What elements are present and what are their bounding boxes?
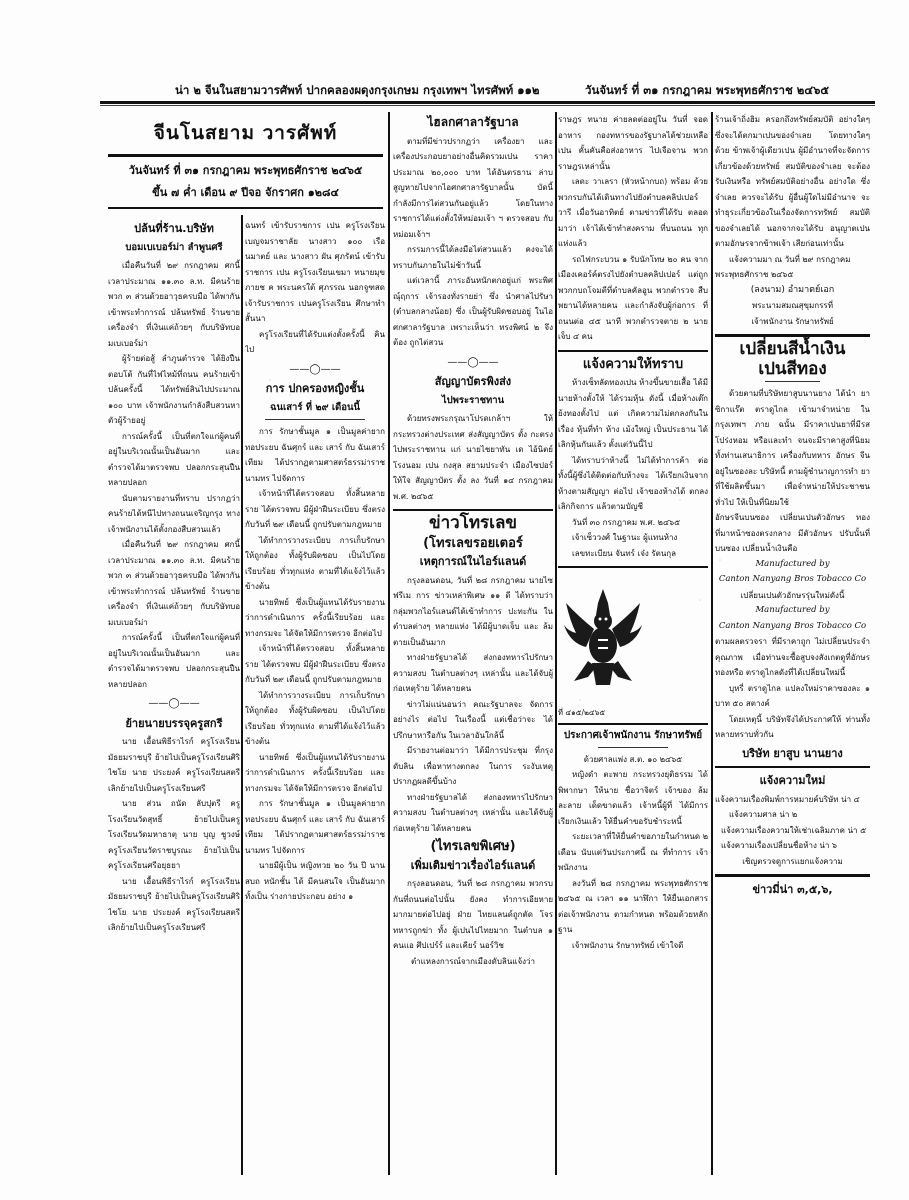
paragraph: เมื่อคืนวันที่ ๒๙ กรกฎาคม ศกนี้ เวลาประมาณ ๑๑.๓๐ ล.ท. มีคนร้ายพวก ๓ ส่วนด้วยอาวุธครบมือ ได้พากันเข้าพระทำการณ์ ปล้นทรัพย์ ร้านขายเครื่องจำ ที่เงินแค่ถ้วยๆ กับบริษัทบอมเบเบอร์ม่า	[108, 540, 240, 627]
paragraph: เจ้าเซ็ววงศ์ ในฐานะ ผู้แทนห้าง	[572, 533, 678, 542]
column-rule	[711, 112, 713, 1175]
ad-heading-line2: เปนสีทอง	[758, 358, 827, 379]
paragraph: วันที่ ๓๐ กรกฎาคม พ.ศ. ๒๔๖๕	[572, 517, 681, 527]
divider	[108, 207, 383, 209]
divider	[715, 766, 870, 768]
paragraph: เมื่อคืนวันที่ ๒๙ กรกฎาคม ศกนี้ เวลาประมาณ ๑๑.๓๐ ล.ท. มีคนร้ายพวก ๓ ส่วนด้วยอาวุธครบมือ ได้พากันเข้าพระทำการณ์ ปล้นทรัพย์ ร้านขายเครื่องจำ ที่เงินแค่ถ้วยๆ กับบริษัทบอมเบเบอร์ม่า	[108, 261, 240, 348]
paragraph: นาย เอื้อนพิธีราไรก์ ครูโรงเรียนมัธยมราชบุรี ย้ายไปเป็นครูโรงเรียนศิริ ไชโย นาย ประยงค์ ครูโรงเรียนสตรี เลิกย้ายไปเป็นครูโรงเรียนศรี	[108, 737, 240, 793]
ornament-divider: ——◯——	[148, 698, 200, 709]
signature: (ลงนาม) อำมาตย์เอก	[750, 284, 835, 295]
paragraph: นายทิพย์ ซึ่งเป็นผู้แทนได้รับรายงาน ว่าการดำเนินการ ครั้งนี้เรียบร้อย และ ทางกรมจะ ได้จัดให้มีการตรวจ อีกต่อไป	[245, 597, 385, 638]
column-3	[393, 112, 553, 1172]
divider	[108, 154, 383, 157]
paragraph: หญิงดำ ตะพาย กระทรวงยุติธรรม ได้พิพากษา ให้นาย ชื่อวาจิตร์ เจ้าของ ล้มละลาย เด็ดขาดแล้ว เจ้าหนี้ผู้ที่ ได้มีการเรียกเงินแล้ว ให้ยื่นคำขอรับชำระหนี้	[558, 770, 708, 826]
paragraph: ราษฎร ทนาย ค่ายลดต่ออยู่ใน วันที่ จอด อาหาร กองทหารของรัฐบาลได้ช่วยเหลือ เปน คั้นคันคือส่งอาหาร ไปเจือจาน พวก ราษฎรเหล่านั้น	[558, 115, 708, 171]
column-rule	[388, 112, 390, 1175]
notice-era: พระพุทธศักราช ๒๔๖๕	[715, 270, 794, 279]
divider	[558, 566, 708, 568]
column-4	[558, 112, 708, 1172]
paragraph: กรุงลอนดอน, วันที่ ๒๘ กรกฎาคม นายไซฟรีเม การ ข่าวเหล่าพิเศษ ๑๑ ดี ได้ทราบว่า กลุ่มพวกไอร์แลนด์ได้เข้าทำการ ปะทะกัน ในตำบลต่างๆ หลายแห่ง ได้มีผู้บาดเจ็บ และ ล้มตายเป็นอันมาก	[393, 575, 553, 647]
paragraph: บุหรี่ ตราดูไกล แปลงใหม่ราคาซองละ ๑ บาท ๕๐ สตางค์	[715, 683, 870, 708]
paragraph: ห้างเซ็ทลัดทองเปน ห้างขึ้นขายเสื้อ ได้มีนายห้างตั้งให้ ได้รวมหุ้น ดังนี้ เมื่อห้างเต๊กย้งทองตั้งไป แต่ เกิดความไม่ตกลงกันในเรื่อง หุ้นที่ทำ ห้าง เม้งใหญ่ เป็นประธาน ได้เลิกหุ้นกันแล้ว ตั้งแต่วันนี้ไป	[558, 378, 708, 449]
index-item: แจ้งความเรื่องพิมพ์การหมายค์บริษัท น่า ๔	[715, 794, 860, 804]
masthead-title: จีนโนสยาม วารศัพท์	[153, 122, 338, 144]
header-rule-thin	[100, 105, 875, 106]
manufacturer-name: Canton Nanyang Bros Tobacco Co	[718, 574, 867, 584]
company-name: บริษัท ยาสูบ นานยาง	[742, 746, 843, 760]
paragraph: เจ้าหน้าที่ได้ตรวจสอบ ทั้งสิ้นหลายราย ได้ตรวจพบ มีผู้ฝ่าฝืนระเบียบ ซึ่งตรงกับวันที่ ๒๙ เดือนนี้ ถูกปรับตามกฎหมาย	[245, 489, 385, 529]
divider	[765, 381, 820, 382]
paragraph: แต่เวลานี้ ภาระอันหนักตกอยู่แก่ พระพิศณุ์ฤการ เจ้ารองทั่งรายย่า ซึ่ง นำศาลไปรัษา (ตำบลกลางน้อย) ซึ่ง เป็นผู้รับผิดชอบอยู่ ในไอศกศาลารัฐบาล เพราะเห็นว่า ทรงพิศน์ ๒ จึงต้อง ถูกไต่สวน	[393, 276, 553, 347]
paragraph: ด้วยทรงพระกรุณาโปรดเกล้าฯ ให้ กระทรวงต่างประเทศ ส่งสัญญาบัตร ตั้ง กะตรงไปพระราชทาน แก่ นายไชยาทัน เด ไอ้นิตย์โรงนอม เปน กงสุล สยามประจำ เมืองไซปอร์ ให้ใจ สัญญาบัตร ตั้ง ลง วันที่ ๑๔ กรกฎาคม พ.ศ. ๒๔๖๕	[393, 414, 553, 501]
article-subheading: ฉนเสาร์ ที่ ๒๙ เดือนนี้	[270, 401, 360, 413]
signature-title: พระนามสมณสุขุมกรรที่	[751, 301, 833, 310]
paragraph: ร้านเจ้าถิ่งฮิม ครอกถึงทรัพย์สมบัติ อย่างใดๆ ซึ่งจะได้ตกมาเปนของจำเลย โดยทางใดๆ ด้วย ข้าพเจ้าผู้เดียวเปน ผู้มีอำนาจที่จะจัดการ เกี่ยวข้องด้วยทรัพย์ สมบัติของจำเลย จะต้องรับเงินหรือ ทรัพย์สมบัติอย่างอื่น อย่างใด ซึ่งจำเลย ควรจะได้รับ ผู้อื่นผู้ใดไม่มีอำนาจ จะทำธุระเกี่ยวข้องในเรื่องจัดการทรัพย์ สมบัติของจำเลยได้ นอกจากจะได้รับ อนุญาตเปนตามอักษรจากข้าพเจ้า เสียก่อนเท่านั้น	[715, 115, 870, 248]
paragraph: อักษรจีนบนซอง เปลี่ยนเปนตัวอักษร ทอง ที่มาหน้าซองตรงกลาง มีตัวอักษร ปรับนั้นที่บนซอง เปลี่ยนน้ำเงินคือ	[715, 513, 870, 553]
page-header	[175, 82, 855, 100]
header-date: วันจันทร์ ที่ ๓๑ กรกฎาคม พระพุทธศักราช ๒๔๖๕	[585, 83, 830, 97]
divider	[558, 350, 708, 352]
paragraph: ระยะเวลาที่ให้ยื่นคำขอภายในกำหนด ๒ เดือน นับแต่วันประกาศนี้ ณ ที่ทำการ เจ้าพนักงาน	[558, 832, 708, 872]
article-heading: แจ้งความให้ทราบ	[582, 356, 684, 372]
ad-heading: เปลี่ยนสีน้ำเงิน	[739, 339, 846, 359]
paragraph: รถไฟกระบวน ๑ รับนักโทษ ๒๐ คน จาก เมืองเคอร์ค์ตรงไปยังตำบลคลิปเปอร์ แต่ถูก พวกกบถโจมตีที่ตำบลคัลอูน พวกตำรวจ สืบพยานได้หลายคน และกำลังจับผู้ก่อการ ที่ถนนต่อ ๔๕ นาที พวกตำรวจตาย ๒ นาย เจ็บ ๔ คน	[558, 254, 708, 341]
divider	[715, 334, 870, 337]
paragraph: เลดะ วาเลรา (หัวหน้ากบถ) พร้อม ด้วยพวกรบกันได้เดินทางไปยังตำบลคลิปเปอร์ วารี เมื่อวันอาทิตย์ ตามข่าวที่ได้รับ ตลอดมาว่า เจ้าได้เข้าทำสงคราม ที่บนถนน ทุกแห่งแล้ว	[558, 177, 708, 248]
paragraph: ด้วยตามที่บริษัทยาสูบนานยาง ได้นำ ยาซิกาแร๊ต ตราดูไกล เข้ามาจำหน่าย ในกรุงเทพฯ ภาย ฉนั้น มีราคาเปนยาที่มีรส โปร่งหอม หรือและทำ จนจะมีราคาสูงที่นิยม ทั้งท่านเสนาธิการ เครื่องกับทหาร อักษร จีนอยู่ในซองละ บริษัทนี้ ตามผู้ชำนาญการทำ ยาที่ใช้ผลิตขึ้นมา เพื่อจำหน่ายให้ประชาชนทั่วไป ให้เป็นที่นิยมใช้	[715, 389, 870, 507]
column-1	[108, 218, 240, 1178]
paragraph: กรรมการนี้ได้ลงมือไต่สวนแล้ว คงจะได้ทราบกันภายในไม่ช้าวันนี้	[393, 245, 553, 270]
masthead-date: วันจันทร์ ที่ ๓๑ กรกฎาคม พระพุทธศักราช ๒๔๖๕	[128, 164, 363, 177]
page-reference: ข่าวมี่น่า ๓,๕,๖,	[752, 883, 833, 896]
divider	[265, 419, 365, 420]
article-heading: (ไทรเลขพิเศษ)	[430, 839, 516, 854]
paragraph: เจ้าหน้าที่ได้ตรวจสอบ ทั้งสิ้นหลายราย ได้ตรวจพบ มีผู้ฝ่าฝืนระเบียบ ซึ่งตรงกับวันที่ ๒๙ เดือนนี้ ถูกปรับตามกฎหมาย	[245, 644, 385, 684]
paragraph: ทางฝ่ายรัฐบาลได้ ส่งกองทหารไปรักษาความสงบ ในตำบลต่างๆ เหล่านั้น และได้จับผู้ก่อเหตุร้าย ได้หลายคน	[393, 653, 553, 693]
paragraph: โดยเหตุนี้ บริษัทจึงได้ประกาศให้ ท่านทั้งหลายทราบทั่วกัน	[715, 714, 870, 739]
paragraph: นายมีผู้เป็น หญิงทวย ๒๐ วัน ปี นาน สบถ หนักชั้น ได้ มีคนสนใจ เป็นอันมาก ทั้งเป็น ร่างกายประกอบ อย่าง ๑	[245, 861, 385, 901]
paragraph: การณ์ครั้งนี้ เป็นที่ตกใจแก่ผู้คนที่อยู่ในบริเวณนั้นเป็นอันมาก และ ตำรวจได้มาตรวจพบ ปลอกกระสุนปืนหลายปลอก	[108, 633, 240, 689]
paragraph: นาย เอื้อนพิธีราไรก์ ครูโรงเรียนมัธยมราชบุรี ย้ายไปเป็นครูโรงเรียนศิริ ไชโย นาย ประยงค์ ครูโรงเรียนสตรี เลิกย้ายไปเป็นครูโรงเรียนศรี	[108, 876, 240, 932]
article-heading: การ ปกครองหญิงชั้น	[265, 382, 365, 395]
ornament-divider: ——◯——	[289, 363, 341, 375]
header-rule	[100, 101, 875, 104]
paragraph: ตามที่มีข่าวปรากฏว่า เครื่องยา และ เครื่องประกอบยาอย่างอื่นคิดรวมเปน ราคาประมาณ ๒๐,๐๐๐ บาท ได้อันตรธาน ล่าบสูญหายไปจากไอศกศาลารัฐบาลนั้น บัดนี้ กำลังมีการไต่สวนกันอยู่แล้ว โดยในทางราชการได้แต่งตั้งให้หม่อมเจ้า ฯ ตรวจสอบ กับ หม่อมเจ้าฯ	[393, 136, 553, 239]
divider	[598, 747, 668, 748]
article-heading: ประกาศเจ้าพนักงาน รักษาทรัพย์	[563, 730, 703, 741]
paragraph: ได้ทำการวางระเบียบ การเก็บรักษา ให้ถูกต้อง ทั้งผู้รับผิดชอบ เป็นไปโดยเรียบร้อย ทั่วทุกแห่ง ตามที่ได้แจ้งไว้แล้วข้างต้น	[245, 535, 385, 591]
paragraph: เลขทะเบียน จันทร์ เจ๋ง รัตนกุล	[572, 548, 677, 558]
index-item: เชิญตรวจดูการแยกแจ้งความ	[742, 856, 843, 866]
column-rule	[241, 215, 243, 1175]
article-heading: ย้ายนายบรรจุครูสกรี	[125, 716, 223, 730]
paragraph: ทางฝ่ายรัฐบาลได้ ส่งกองทหารไปรักษาความสงบ ในตำบลต่างๆ เหล่านั้น และได้จับผู้ก่อเหตุร้าย ได้หลายคน	[393, 792, 553, 833]
change-note: เปลี่ยนเปนตัวอักษรรุ่นใหม่ดังนี้	[740, 590, 845, 600]
index-item: แจ้งความเรื่องเปลี่ยนชื่อห้าง น่า ๖	[721, 841, 838, 850]
manufacturer-label: Manufactured by	[755, 605, 830, 615]
column-rule	[555, 112, 557, 1175]
paragraph: ข่าวไม่แน่นอนว่า คณะรัฐบาลจะ จัดการอย่างไร ต่อไป ในเรื่องนี้ แต่เชื่อว่าจะ ได้ปรึกษาหารือกัน ในเวลาอันใกล้นี้	[393, 699, 553, 740]
notice-date: แจ้งความมา ณ วันที่ ๒๙ กรกฎาคม	[729, 254, 851, 264]
article-subheading: บอมเบเบอร์ม่า ลำพูนศรี	[125, 241, 223, 253]
paragraph: การ รักษาชั้นมูล ๑ เป็นมูลค่ายาก ทอประยบ ฉันศุกร์ และ เสาร์ กับ ฉันเสาร์ เทียม ได้ปรากฏตามศาสตร์ธรรม่าราชนามทร ไปจัดการ	[245, 799, 385, 855]
paragraph: เจ้าพนักงาน รักษาทรัพย์ เข้าใจดี	[572, 940, 684, 950]
ornament-divider: ——◯——	[447, 356, 499, 368]
paragraph: ได้ทำการวางระเบียบ การเก็บรักษา ให้ถูกต้อง ทั้งผู้รับผิดชอบ เป็นไปโดยเรียบร้อย ทั่วทุกแห่ง ตามที่ได้แจ้งไว้แล้วข้างต้น	[245, 690, 385, 746]
paragraph: มีรายงานต่อมาว่า ได้มีการประชุม ที่กรุงดับลิน เพื่อหาทางตกลง ในการ ระงับเหตุ ปรากฏผลดีขึ้นบ้าง	[393, 746, 553, 786]
index-item: แจ้งความศาล น่า ๒	[729, 810, 798, 819]
article-subheading: เหตุการณ์ในไอร์แลนด์	[419, 555, 527, 568]
article-heading: ข่าวโทรเลข	[428, 513, 518, 533]
index-item: แจ้งความเรื่องความให้เช่าเฉลิมภาค น่า ๕	[721, 825, 867, 835]
masthead-lunar-date: ขึ้น ๗ ค่ำ เดือน ๙ ปีจอ จักราศก ๑๒๘๔	[152, 186, 339, 199]
article-heading: ไฮลกศาลารัฐบาล	[427, 115, 519, 129]
column-2	[245, 218, 385, 1178]
paragraph: กรุงลอนดอน, วันที่ ๒๘ กรกฎาคม พวกรบกันที่ถนนต่อไปนั้น ยังคง ทำการเอียหายมากมายต่อไปอยู่ ฝ่าย ไทยแลนด์ถูกตัด โจรทหารถูกฆ่า ทั้ง ผู้เปนไปไทยมาก ในตำบล ๑ คนแอ ศึปเปร์ร์ และเคียร์ นอร์วิช	[393, 879, 553, 950]
paragraph: ครูโรงเรียนที่ได้รับแต่งตั้งครั้งนี้ คินไป	[245, 329, 385, 354]
garuda-emblem-icon	[558, 581, 648, 691]
paragraph: ตามผลตรวจรา ที่มีราคาถูก ไม่เปลี่ยนประจำคุณภาพ เมื่อท่านจะซื้อสูบจงสังเกตดูที่อักษร ทองหรือ ตราดูไกลดังที่ได้เปลี่ยนใหม่นี้	[715, 637, 870, 677]
article-subheading: เพิ่มเติมข่าวเรื่องไอร์แลนด์	[410, 858, 536, 872]
divider	[558, 723, 708, 725]
paragraph: ได้ทราบว่าห้างนี้ ไม่ได้ทำการค้า ต่อ ทั้งนี้ผู้ซึ่งได้ติดต่อกับห้างจะ ได้เรียกเงินจาก ห้างตามสัญญา ต่อไป เจ้าของห้างได้ ตกลงเลิกกิจการ แล้วตามบัญชี	[558, 455, 708, 511]
paragraph: ผู้ร้ายต่อสู้ ลำภูนตำรวจ ได้ยิงปืนตอบโต้ กันที่ไฟไหม้ที่ถนน คนร้ายเข้าปล้นครั้งนี้ ได้ทรัพย์สินไปประมาณ ๑๐๐ บาท เจ้าพนักงานกำลังสืบสวนหาตัวผู้ร้ายอยู่	[108, 354, 240, 425]
signature-office: เจ้าพนักงาน รักษาทรัพย์	[751, 316, 834, 326]
manufacturer-label: Manufactured by	[755, 558, 830, 569]
notice-number: ที่ ๔๑๕/๒๔๖๕	[558, 707, 606, 717]
index-heading: แจ้งความใหม่	[759, 774, 826, 787]
article-subheading: (โทรเลขรอยเตอร์	[423, 535, 523, 551]
paragraph: ตำแหลงการณ์จากเมืองดับลินแจ้งว่า	[410, 956, 536, 966]
article-heading: ปล้นที่ร้าน.บริษัท	[134, 222, 214, 235]
paragraph: ด้วยศาลแพ่ง ส.ต. ๑๐ ๒๔๖๕	[583, 754, 683, 764]
article-heading: สัญญาบัตรพิงส่ง	[434, 375, 512, 388]
paragraph: นายทิพย์ ซึ่งเป็นผู้แทนได้รับรายงาน ว่าการดำเนินการ ครั้งนี้เรียบร้อย และ ทางกรมจะ ได้จัดให้มีการตรวจ อีกต่อไป	[245, 752, 385, 793]
manufacturer-name: Canton Nanyang Bros Tobacco Co	[718, 620, 867, 631]
divider	[393, 509, 553, 511]
paragraph: ลงวันที่ ๒๘ กรกฎาคม พระพุทธศักราช ๒๔๖๕ ณ เวลา ๑๑ นาฬิกา ให้ยื่นเอกสาร ต่อเจ้าพนักงาน ตามกำหนด พร้อมด้วยหลักฐาน	[558, 878, 708, 934]
header-left: น่า ๒ จีนในสยามวารศัพท์ ปากคลองผดุงกรุงเกษม กรุงเทพฯ ไทรศัพท์ ๑๑๒	[175, 83, 540, 97]
paragraph: นับตามรายงานที่ทราบ ปรากฏว่า คนร้ายได้หนีไปทางถนนเจริญกรุง ทางเจ้าพนักงานได้ตั้งกองสืบสวนแล้ว	[108, 493, 240, 534]
paragraph: ฉนทร์ เข้ารับราชการ เปน ครูโรงเรียน เบญจมราชาลัย นางสาว ๑๐๐ เรือนมาตย์ และ นางสาว ผัน ศุภรัตน์ เข้ารับราชการ เปน ครูโรงเรียนเขมา ทนายมุข ภายช ค พระนครใต้ ศุภรรณ นอกจูฑสด เจ้ารับราชการ เปนครูโรงเรียน ศึกษาทำสั้นนา	[245, 221, 385, 323]
divider	[715, 874, 870, 877]
paragraph: การ รักษาชั้นมูล ๑ เป็นมูลค่ายาก ทอประยบ ฉันศุกร์ และ เสาร์ กับ ฉันเสาร์ เทียม ได้ปรากฏตามศาสตร์ธรรม่าราชนามทร ไปจัดการ	[245, 427, 385, 483]
paragraph: นาย ส่วน ถนัด ลับปุตรี ครูโรงเรียนวัดสุทธิ์ ย้ายไปเป็นครูโรงเรียนวัดมหาธาตุ นาย บุญ ชูวงษ์ ครูโรงเรียนวัดราชบูรณะ ย้ายไปเป็นครูโรงเรียนศรีอยุธยา	[108, 799, 240, 870]
paragraph: การณ์ครั้งนี้ เป็นที่ตกใจแก่ผู้คนที่อยู่ในบริเวณนั้นเป็นอันมาก และ ตำรวจได้มาตรวจพบ ปลอกกระสุนปืนหลายปลอก	[108, 431, 240, 487]
article-subheading: ไปพระราชทาน	[441, 394, 505, 406]
masthead	[108, 118, 383, 209]
column-5	[715, 112, 870, 1172]
